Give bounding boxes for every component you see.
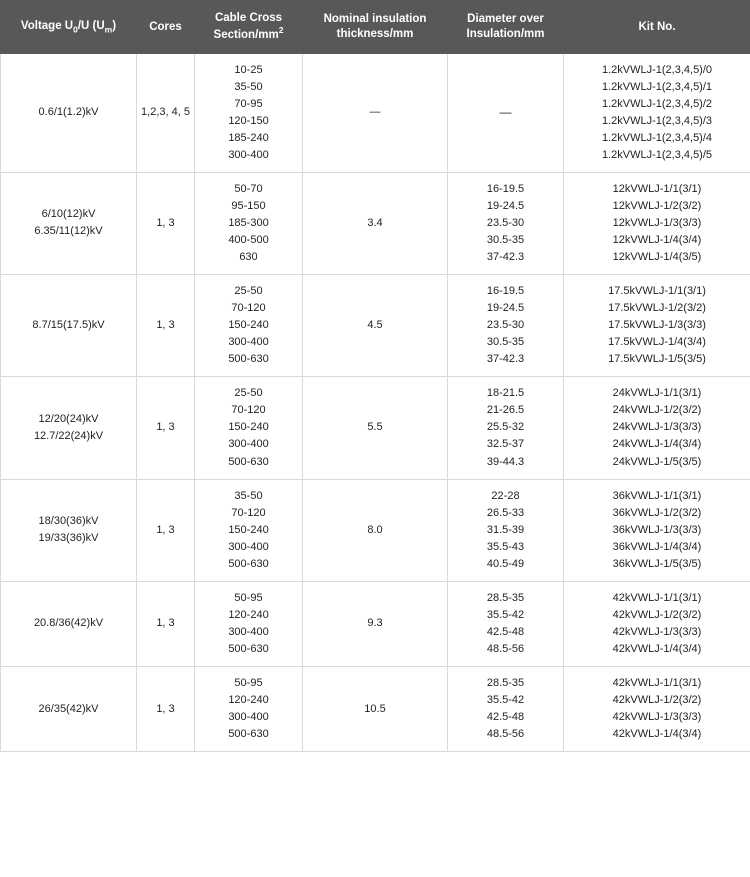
cell-diameter (448, 377, 564, 479)
table-row (1, 377, 750, 479)
insulation-thickness-header-line2: thickness/mm (336, 27, 414, 40)
cell-kit-no-line: 24kVWLJ-1/4(3/4) (612, 438, 702, 451)
cell-diameter-line: 42.5-48 (486, 625, 525, 638)
cell-cores: 1, 3 (137, 479, 195, 581)
cell-cross-section-line: 630 (239, 251, 258, 264)
cell-cross-section (195, 581, 303, 666)
cell-insulation-thickness: 3.4 (303, 172, 448, 274)
cell-voltage-line: 12/20(24)kV (38, 412, 99, 425)
column-header-voltage (1, 1, 137, 54)
cell-cross-section-line: 25-50 (234, 285, 263, 298)
cell-cross-section-line: 500-630 (228, 557, 269, 570)
cell-cross-section-line: 35-50 (234, 80, 263, 93)
cell-kit-no-line: 17.5kVWLJ-1/1(3/1) (608, 285, 706, 298)
cell-voltage-lines (4, 701, 133, 718)
cell-diameter-line: 30.5-35 (486, 336, 525, 349)
cell-kit-no-line: 1.2kVWLJ-1(2,3,4,5)/1 (601, 80, 713, 93)
cell-diameter-line: 35.5-43 (486, 540, 525, 553)
cell-cross-section-line: 400-500 (228, 234, 269, 246)
cell-kit-no (564, 275, 750, 377)
cell-cross-section (195, 275, 303, 377)
cell-kit-no (564, 53, 750, 172)
cell-kit-no-line: 42kVWLJ-1/2(3/2) (612, 608, 702, 621)
cell-voltage-lines (4, 615, 133, 632)
voltage-header-suffix: ) (112, 19, 117, 32)
cell-cross-section-line: 50-95 (234, 591, 263, 604)
cell-cross-section-line: 10-25 (234, 63, 263, 76)
cell-kit-no-line: 1.2kVWLJ-1(2,3,4,5)/0 (601, 63, 713, 76)
cell-cross-section (195, 377, 303, 479)
cell-diameter-line: 16-19.5 (486, 182, 525, 195)
cell-kit-no-lines (567, 181, 747, 266)
cell-diameter-line: 21-26.5 (486, 404, 525, 417)
cell-kit-no-line: 36kVWLJ-1/1(3/1) (612, 489, 702, 502)
cell-diameter-line: 37-42.3 (486, 353, 525, 366)
cell-insulation-thickness: — (303, 53, 448, 172)
cell-cross-section-lines (198, 283, 299, 368)
cell-kit-no-line: 42kVWLJ-1/4(3/4) (612, 728, 702, 741)
cell-voltage-line: 6/10(12)kV (41, 208, 96, 221)
cell-kit-no-lines (567, 488, 747, 573)
cell-cross-section-line: 300-400 (228, 336, 269, 349)
cell-kit-no-lines (567, 675, 747, 743)
cell-cores: 1, 3 (137, 581, 195, 666)
cross-section-header-line1: Cable Cross (214, 12, 283, 24)
cell-cross-section-lines (198, 385, 299, 470)
cell-kit-no-line: 42kVWLJ-1/3(3/3) (612, 711, 702, 724)
cell-diameter (448, 275, 564, 377)
cell-voltage (1, 53, 137, 172)
cell-diameter-lines (451, 181, 560, 266)
cell-kit-no-line: 17.5kVWLJ-1/5(3/5) (608, 353, 706, 366)
cell-kit-no (564, 172, 750, 274)
column-header-diameter (448, 1, 564, 54)
cell-cross-section-lines (198, 181, 299, 266)
cell-kit-no-line: 42kVWLJ-1/1(3/1) (612, 676, 702, 689)
table-row (1, 275, 750, 377)
cell-insulation-thickness: 10.5 (303, 666, 448, 751)
cell-cores: 1, 3 (137, 275, 195, 377)
cell-kit-no-line: 24kVWLJ-1/3(3/3) (612, 421, 702, 434)
diameter-header-line2: Insulation/mm (466, 27, 545, 40)
cell-cross-section-lines (198, 590, 299, 658)
cell-diameter-line: 42.5-48 (486, 711, 525, 724)
cell-diameter-line: 19-24.5 (486, 199, 525, 212)
cell-diameter-line: — (499, 105, 512, 120)
cell-cross-section-line: 120-150 (228, 114, 269, 127)
cell-voltage-lines (4, 104, 133, 121)
cell-diameter-lines (451, 385, 560, 470)
cell-cross-section-line: 500-630 (228, 728, 269, 741)
cell-kit-no-line: 36kVWLJ-1/2(3/2) (612, 506, 702, 519)
cell-voltage (1, 275, 137, 377)
cell-kit-no (564, 377, 750, 479)
cell-kit-no-line: 42kVWLJ-1/4(3/4) (612, 642, 702, 655)
cell-diameter-line: 25.5-32 (486, 421, 525, 434)
cell-kit-no-line: 36kVWLJ-1/3(3/3) (612, 523, 702, 536)
cell-kit-no (564, 581, 750, 666)
cell-voltage (1, 666, 137, 751)
cell-cross-section-line: 25-50 (234, 387, 263, 400)
cell-kit-no-line: 12kVWLJ-1/4(3/5) (612, 251, 702, 264)
cross-section-header-sup: 2 (278, 25, 284, 36)
cell-cross-section-line: 50-95 (234, 676, 263, 689)
cell-diameter (448, 172, 564, 274)
cell-kit-no-line: 17.5kVWLJ-1/3(3/3) (608, 319, 706, 332)
cell-kit-no-line: 24kVWLJ-1/1(3/1) (612, 387, 702, 400)
cell-diameter (448, 581, 564, 666)
cell-diameter-lines (451, 283, 560, 368)
cell-kit-no-line: 36kVWLJ-1/5(3/5) (612, 557, 702, 570)
cell-cross-section-line: 70-120 (231, 302, 266, 315)
cell-insulation-thickness: 9.3 (303, 581, 448, 666)
cell-kit-no-line: 12kVWLJ-1/3(3/3) (612, 216, 702, 229)
cell-voltage-lines (4, 513, 133, 547)
cell-cross-section-line: 300-400 (228, 625, 269, 638)
cell-voltage (1, 172, 137, 274)
cell-insulation-thickness: 8.0 (303, 479, 448, 581)
cell-kit-no (564, 479, 750, 581)
cell-diameter-line: 19-24.5 (486, 302, 525, 315)
cell-kit-no-line: 24kVWLJ-1/2(3/2) (612, 404, 702, 417)
diameter-header-line1: Diameter over (467, 13, 544, 26)
cell-diameter-line: 23.5-30 (486, 216, 525, 229)
cell-cross-section (195, 172, 303, 274)
cell-diameter-line: 40.5-49 (486, 557, 525, 570)
table-row (1, 666, 750, 751)
cell-diameter-line: 37-42.3 (486, 251, 525, 264)
cell-cross-section-line: 185-300 (228, 216, 269, 229)
cell-cross-section-line: 150-240 (228, 523, 269, 536)
column-header-cross-section (195, 1, 303, 54)
cell-cross-section-line: 70-120 (231, 404, 266, 417)
cell-cross-section (195, 479, 303, 581)
cell-kit-no-lines (567, 590, 747, 658)
cell-voltage-line: 8.7/15(17.5)kV (32, 319, 105, 332)
cell-cross-section-line: 95-150 (231, 199, 266, 212)
cell-diameter-lines (451, 103, 560, 122)
cell-kit-no-lines (567, 283, 747, 368)
cell-diameter-line: 48.5-56 (486, 728, 525, 741)
cell-kit-no-line: 42kVWLJ-1/2(3/2) (612, 694, 702, 707)
cell-voltage-line: 6.35/11(12)kV (34, 225, 103, 238)
cell-kit-no-lines (567, 385, 747, 470)
cell-insulation-thickness: 4.5 (303, 275, 448, 377)
cell-kit-no-line: 1.2kVWLJ-1(2,3,4,5)/4 (601, 131, 713, 144)
cell-diameter-line: 26.5-33 (486, 506, 525, 519)
cell-kit-no-lines (567, 62, 747, 164)
column-header-kit-no: Kit No. (564, 1, 750, 54)
voltage-header-mid: /U (U (77, 19, 105, 32)
column-header-insulation-thickness (303, 1, 448, 54)
cell-voltage-line: 0.6/1(1.2)kV (38, 106, 99, 119)
cell-diameter-line: 28.5-35 (486, 591, 525, 604)
cell-voltage-lines (4, 317, 133, 334)
table-row (1, 53, 750, 172)
cell-cross-section-line: 300-400 (228, 438, 269, 451)
cell-diameter-line: 35.5-42 (486, 608, 525, 621)
cell-voltage-line: 20.8/36(42)kV (33, 617, 104, 630)
cell-voltage (1, 581, 137, 666)
cell-kit-no-line: 42kVWLJ-1/3(3/3) (612, 625, 702, 638)
table-row (1, 172, 750, 274)
voltage-header-sub2: m (104, 24, 113, 35)
cell-voltage (1, 479, 137, 581)
cell-kit-no-line: 17.5kVWLJ-1/2(3/2) (608, 302, 706, 315)
cell-voltage-lines (4, 206, 133, 240)
cell-kit-no-line: 36kVWLJ-1/4(3/4) (612, 540, 702, 553)
cell-cross-section-lines (198, 62, 299, 164)
cell-cross-section-line: 120-240 (228, 608, 269, 621)
cell-cross-section-line: 500-630 (228, 642, 269, 655)
cell-diameter-line: 22-28 (491, 489, 520, 502)
cell-diameter-line: 28.5-35 (486, 676, 525, 689)
cell-diameter-line: 48.5-56 (486, 642, 525, 655)
cell-kit-no-line: 17.5kVWLJ-1/4(3/4) (608, 336, 706, 349)
table-header-row (1, 1, 750, 54)
cell-cross-section-line: 35-50 (234, 489, 263, 502)
cell-diameter-lines (451, 675, 560, 743)
cell-cross-section-line: 120-240 (228, 694, 269, 707)
cell-kit-no-line: 1.2kVWLJ-1(2,3,4,5)/3 (601, 114, 713, 127)
cross-section-header-line2: Section/mm (213, 29, 279, 42)
insulation-thickness-header-line1: Nominal insulation (323, 13, 427, 26)
cell-kit-no-line: 1.2kVWLJ-1(2,3,4,5)/2 (601, 97, 713, 110)
cell-cross-section-lines (198, 675, 299, 743)
cell-cross-section-line: 500-630 (228, 455, 269, 468)
cell-kit-no (564, 666, 750, 751)
table-row (1, 479, 750, 581)
cell-cross-section-line: 150-240 (228, 319, 269, 332)
cell-voltage-line: 26/35(42)kV (38, 702, 99, 715)
cell-diameter-line: 23.5-30 (486, 319, 525, 332)
cell-kit-no-line: 42kVWLJ-1/1(3/1) (612, 591, 702, 604)
cell-kit-no-line: 12kVWLJ-1/4(3/4) (612, 234, 702, 246)
cell-cross-section-lines (198, 488, 299, 573)
cell-voltage-line: 18/30(36)kV (38, 515, 99, 528)
cell-diameter-line: 31.5-39 (486, 523, 525, 536)
table-body (1, 53, 750, 752)
cell-kit-no-line: 24kVWLJ-1/5(3/5) (612, 455, 702, 468)
cell-cross-section-line: 70-95 (234, 97, 263, 110)
cell-cores: 1, 3 (137, 377, 195, 479)
cell-diameter-line: 35.5-42 (486, 694, 525, 707)
cell-voltage-lines (4, 411, 133, 445)
cell-cross-section-line: 300-400 (228, 711, 269, 724)
cell-diameter-line: 39-44.3 (486, 455, 525, 468)
cell-cores: 1, 3 (137, 172, 195, 274)
cell-cross-section-line: 50-70 (234, 182, 263, 195)
column-header-cores: Cores (137, 1, 195, 54)
cell-kit-no-line: 12kVWLJ-1/1(3/1) (612, 182, 702, 195)
cell-insulation-thickness: 5.5 (303, 377, 448, 479)
cell-voltage (1, 377, 137, 479)
cell-diameter-lines (451, 590, 560, 658)
cell-cross-section-line: 70-120 (231, 506, 266, 519)
cell-diameter-line: 30.5-35 (486, 234, 525, 246)
cell-diameter (448, 666, 564, 751)
cell-kit-no-line: 12kVWLJ-1/2(3/2) (612, 199, 702, 212)
voltage-header-prefix: Voltage U (20, 19, 74, 32)
cell-cross-section-line: 500-630 (228, 353, 269, 366)
cell-voltage-line: 19/33(36)kV (38, 532, 99, 545)
table-row (1, 581, 750, 666)
cell-cross-section-line: 185-240 (228, 131, 269, 144)
cell-kit-no-line: 1.2kVWLJ-1(2,3,4,5)/5 (601, 148, 713, 161)
cell-diameter-lines (451, 488, 560, 573)
cell-diameter (448, 53, 564, 172)
cell-cores: 1,2,3, 4, 5 (137, 53, 195, 172)
cell-cross-section (195, 666, 303, 751)
cell-diameter-line: 32.5-37 (486, 438, 525, 451)
cell-voltage-line: 12.7/22(24)kV (33, 429, 104, 442)
cell-diameter (448, 479, 564, 581)
cell-cross-section-line: 300-400 (228, 540, 269, 553)
cell-diameter-line: 18-21.5 (486, 387, 525, 400)
cell-cross-section-line: 150-240 (228, 421, 269, 434)
cell-cross-section-line: 300-400 (228, 148, 269, 161)
cell-cores: 1, 3 (137, 666, 195, 751)
voltage-header-sub1: 0 (73, 24, 78, 35)
cell-cross-section (195, 53, 303, 172)
cell-diameter-line: 16-19.5 (486, 285, 525, 298)
